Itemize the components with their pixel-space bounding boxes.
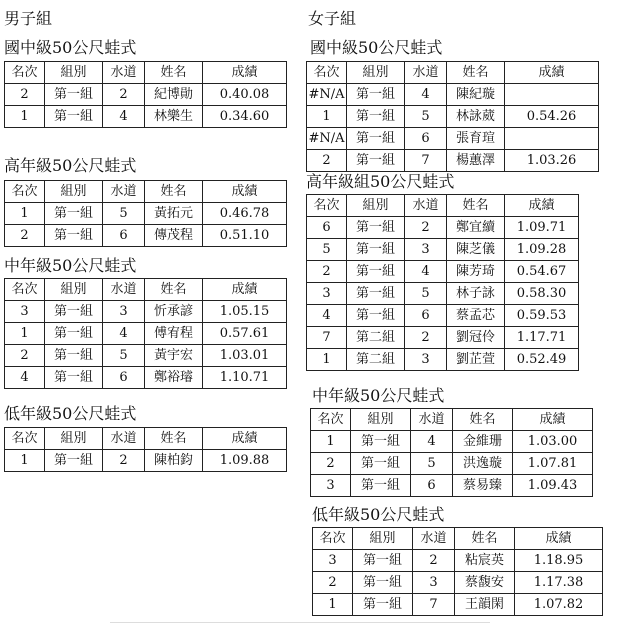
table-row <box>311 475 593 497</box>
cell-time: 0.46.78 <box>203 203 287 225</box>
cell-group: 第一組 <box>353 550 413 572</box>
cell-rank: 2 <box>311 453 351 475</box>
cell-rank: 2 <box>5 84 45 106</box>
header-group: 組別 <box>351 409 411 431</box>
cell-time: 0.54.67 <box>505 261 579 283</box>
table-row <box>313 550 603 572</box>
cell-lane: 6 <box>103 225 145 247</box>
scan-edge-divider <box>110 622 490 634</box>
cell-time: 1.18.95 <box>515 550 603 572</box>
cell-lane: 6 <box>103 367 145 389</box>
cell-time: 1.09.43 <box>513 475 593 497</box>
header-lane: 水道 <box>103 181 145 203</box>
cell-group: 第一組 <box>353 594 413 616</box>
header-time: 成績 <box>203 279 287 301</box>
cell-rank: 2 <box>307 150 347 172</box>
cell-time: 0.57.61 <box>203 323 287 345</box>
header-name: 姓名 <box>447 62 505 84</box>
cell-time: 1.07.82 <box>515 594 603 616</box>
boys-senior-table <box>4 180 287 247</box>
cell-time: 1.03.26 <box>505 150 599 172</box>
header-rank: 名次 <box>311 409 351 431</box>
cell-rank: 7 <box>307 327 347 349</box>
cell-time: 1.17.38 <box>515 572 603 594</box>
header-rank: 名次 <box>307 62 347 84</box>
header-name: 姓名 <box>453 409 513 431</box>
cell-group: 第一組 <box>45 367 103 389</box>
cell-group: 第一組 <box>351 475 411 497</box>
cell-rank: 6 <box>307 217 347 239</box>
table-row <box>307 84 599 106</box>
cell-rank: 1 <box>313 594 353 616</box>
cell-group: 第一組 <box>347 283 405 305</box>
table-header-row <box>307 195 579 217</box>
cell-time: 1.10.71 <box>203 367 287 389</box>
cell-time: 1.09.88 <box>203 450 287 472</box>
cell-rank: 2 <box>307 261 347 283</box>
cell-name: 傳茂程 <box>145 225 203 247</box>
girls-senior-table <box>306 194 579 371</box>
cell-group: 第一組 <box>45 301 103 323</box>
header-rank: 名次 <box>313 528 353 550</box>
cell-lane: 2 <box>405 327 447 349</box>
header-time: 成績 <box>203 181 287 203</box>
cell-group: 第一組 <box>347 239 405 261</box>
cell-name: 鄭裕璿 <box>145 367 203 389</box>
girls-junior-high-table <box>306 61 599 172</box>
cell-rank: 1 <box>311 431 351 453</box>
table-row <box>307 150 599 172</box>
header-time: 成績 <box>513 409 593 431</box>
cell-group: 第一組 <box>353 572 413 594</box>
boys-junior-high-table <box>4 61 287 128</box>
header-lane: 水道 <box>413 528 455 550</box>
cell-group: 第一組 <box>45 84 103 106</box>
cell-name: 黃拓元 <box>145 203 203 225</box>
cell-rank: 1 <box>5 323 45 345</box>
header-group: 組別 <box>45 181 103 203</box>
cell-name: 蔡易臻 <box>453 475 513 497</box>
cell-rank: 3 <box>311 475 351 497</box>
cell-name: 傅宥程 <box>145 323 203 345</box>
header-time: 成績 <box>505 62 599 84</box>
table-row <box>5 450 287 472</box>
cell-name: 陳芳琦 <box>447 261 505 283</box>
table-row <box>307 327 579 349</box>
cell-lane: 3 <box>405 349 447 371</box>
table-row <box>311 431 593 453</box>
cell-name: 劉冠伶 <box>447 327 505 349</box>
header-time: 成績 <box>203 62 287 84</box>
cell-group: 第一組 <box>45 225 103 247</box>
cell-group: 第一組 <box>45 323 103 345</box>
cell-time: 1.09.71 <box>505 217 579 239</box>
header-group: 組別 <box>45 62 103 84</box>
cell-group: 第二組 <box>347 327 405 349</box>
cell-lane: 6 <box>405 128 447 150</box>
cell-group: 第一組 <box>45 450 103 472</box>
cell-time <box>505 84 599 106</box>
cell-time: 0.52.49 <box>505 349 579 371</box>
table-row <box>307 217 579 239</box>
table-row <box>307 283 579 305</box>
boys-middle-table <box>4 278 287 389</box>
header-rank: 名次 <box>5 62 45 84</box>
table-row <box>307 128 599 150</box>
cell-name: 林樂生 <box>145 106 203 128</box>
cell-rank: 3 <box>307 283 347 305</box>
table-row <box>307 261 579 283</box>
cell-name: 楊蕙澤 <box>447 150 505 172</box>
table-header-row <box>311 409 593 431</box>
cell-rank: 1 <box>5 450 45 472</box>
cell-time: 1.07.81 <box>513 453 593 475</box>
cell-group: 第一組 <box>347 84 405 106</box>
cell-name: 鄭宜續 <box>447 217 505 239</box>
girls-middle-title: 中年級50公尺蛙式 <box>312 386 445 405</box>
header-lane: 水道 <box>405 195 447 217</box>
cell-name: 陳柏鈞 <box>145 450 203 472</box>
cell-lane: 4 <box>103 323 145 345</box>
cell-time: 0.58.30 <box>505 283 579 305</box>
cell-lane: 5 <box>103 345 145 367</box>
cell-group: 第一組 <box>347 128 405 150</box>
girls-senior-title: 高年級組50公尺蛙式 <box>306 172 455 191</box>
cell-time: 1.03.00 <box>513 431 593 453</box>
cell-group: 第一組 <box>347 261 405 283</box>
cell-name: 黃宇宏 <box>145 345 203 367</box>
header-time: 成績 <box>203 428 287 450</box>
header-group: 組別 <box>45 428 103 450</box>
cell-group: 第一組 <box>351 431 411 453</box>
header-rank: 名次 <box>307 195 347 217</box>
cell-time: 0.59.53 <box>505 305 579 327</box>
header-name: 姓名 <box>145 181 203 203</box>
boys-senior-title: 高年級50公尺蛙式 <box>4 156 137 175</box>
header-lane: 水道 <box>411 409 453 431</box>
cell-group: 第一組 <box>45 345 103 367</box>
cell-group: 第一組 <box>45 106 103 128</box>
table-header-row <box>307 62 599 84</box>
table-row <box>313 572 603 594</box>
header-rank: 名次 <box>5 279 45 301</box>
table-header-row <box>313 528 603 550</box>
table-row <box>313 594 603 616</box>
cell-lane: 5 <box>405 283 447 305</box>
cell-name: 蔡孟芯 <box>447 305 505 327</box>
header-rank: 名次 <box>5 428 45 450</box>
cell-lane: 7 <box>413 594 455 616</box>
girls-junior-title: 低年級50公尺蛙式 <box>312 505 445 524</box>
girls-junior-table <box>312 527 603 616</box>
cell-lane: 5 <box>405 106 447 128</box>
cell-name: 忻承諺 <box>145 301 203 323</box>
header-name: 姓名 <box>455 528 515 550</box>
cell-rank: 1 <box>307 349 347 371</box>
table-header-row <box>5 279 287 301</box>
boys-junior-title: 低年級50公尺蛙式 <box>4 404 137 423</box>
cell-group: 第二組 <box>347 349 405 371</box>
cell-name: 陳紀璇 <box>447 84 505 106</box>
header-group: 組別 <box>45 279 103 301</box>
cell-lane: 5 <box>103 203 145 225</box>
table-row <box>5 323 287 345</box>
cell-lane: 6 <box>411 475 453 497</box>
cell-group: 第一組 <box>45 203 103 225</box>
header-lane: 水道 <box>103 279 145 301</box>
cell-lane: 4 <box>405 84 447 106</box>
cell-rank: 2 <box>313 572 353 594</box>
header-lane: 水道 <box>405 62 447 84</box>
boys-junior-high-title: 國中級50公尺蛙式 <box>4 38 137 57</box>
cell-name: 粘宸英 <box>455 550 515 572</box>
table-row <box>307 106 599 128</box>
cell-group: 第一組 <box>347 150 405 172</box>
table-row <box>311 453 593 475</box>
cell-lane: 3 <box>103 301 145 323</box>
cell-time: 1.05.15 <box>203 301 287 323</box>
table-row <box>5 84 287 106</box>
cell-rank: 2 <box>5 345 45 367</box>
cell-rank: 1 <box>5 203 45 225</box>
cell-rank: 3 <box>5 301 45 323</box>
boys-junior-table <box>4 427 287 472</box>
cell-time: 0.54.26 <box>505 106 599 128</box>
cell-name: 林子詠 <box>447 283 505 305</box>
cell-rank: 1 <box>307 106 347 128</box>
header-group: 組別 <box>353 528 413 550</box>
header-name: 姓名 <box>145 428 203 450</box>
header-name: 姓名 <box>145 279 203 301</box>
table-row <box>5 301 287 323</box>
cell-group: 第一組 <box>347 106 405 128</box>
cell-rank: 4 <box>5 367 45 389</box>
cell-name: 王韻閑 <box>455 594 515 616</box>
header-lane: 水道 <box>103 62 145 84</box>
cell-name: 紀博勛 <box>145 84 203 106</box>
table-row <box>5 345 287 367</box>
cell-time: 1.09.28 <box>505 239 579 261</box>
table-row <box>5 106 287 128</box>
cell-name: 洪逸璇 <box>453 453 513 475</box>
cell-group: 第一組 <box>347 305 405 327</box>
header-group: 組別 <box>347 62 405 84</box>
cell-lane: 2 <box>103 84 145 106</box>
header-group: 組別 <box>347 195 405 217</box>
cell-name: 劉芷萱 <box>447 349 505 371</box>
cell-time: 1.17.71 <box>505 327 579 349</box>
table-header-row <box>5 62 287 84</box>
cell-rank: 4 <box>307 305 347 327</box>
table-row <box>5 367 287 389</box>
table-row <box>307 305 579 327</box>
table-row <box>5 203 287 225</box>
table-header-row <box>5 428 287 450</box>
cell-lane: 4 <box>103 106 145 128</box>
header-time: 成績 <box>505 195 579 217</box>
cell-name: 陳芝儀 <box>447 239 505 261</box>
girls-junior-high-title: 國中級50公尺蛙式 <box>310 38 443 57</box>
cell-group: 第一組 <box>347 217 405 239</box>
table-row <box>5 225 287 247</box>
cell-time: 1.03.01 <box>203 345 287 367</box>
cell-lane: 7 <box>405 150 447 172</box>
cell-lane: 2 <box>103 450 145 472</box>
cell-lane: 2 <box>405 217 447 239</box>
girls-group-title: 女子組 <box>308 9 357 28</box>
cell-time: 0.51.10 <box>203 225 287 247</box>
header-rank: 名次 <box>5 181 45 203</box>
header-lane: 水道 <box>103 428 145 450</box>
cell-rank: 2 <box>5 225 45 247</box>
cell-name: 蔡馥安 <box>455 572 515 594</box>
cell-lane: 3 <box>413 572 455 594</box>
cell-time: 0.40.08 <box>203 84 287 106</box>
header-name: 姓名 <box>447 195 505 217</box>
cell-lane: 3 <box>405 239 447 261</box>
cell-name: 金維珊 <box>453 431 513 453</box>
cell-time <box>505 128 599 150</box>
cell-lane: 4 <box>411 431 453 453</box>
table-row <box>307 349 579 371</box>
table-row <box>307 239 579 261</box>
girls-middle-table <box>310 408 593 497</box>
cell-lane: 6 <box>405 305 447 327</box>
cell-rank: #N/A <box>307 128 347 150</box>
header-name: 姓名 <box>145 62 203 84</box>
header-time: 成績 <box>515 528 603 550</box>
cell-rank: 5 <box>307 239 347 261</box>
cell-rank: 1 <box>5 106 45 128</box>
cell-group: 第一組 <box>351 453 411 475</box>
cell-name: 林詠葳 <box>447 106 505 128</box>
cell-rank: 3 <box>313 550 353 572</box>
cell-lane: 4 <box>405 261 447 283</box>
cell-time: 0.34.60 <box>203 106 287 128</box>
cell-lane: 2 <box>413 550 455 572</box>
boys-group-title: 男子組 <box>4 9 53 28</box>
cell-rank: #N/A <box>307 84 347 106</box>
table-header-row <box>5 181 287 203</box>
cell-name: 張育瑄 <box>447 128 505 150</box>
cell-lane: 5 <box>411 453 453 475</box>
boys-middle-title: 中年級50公尺蛙式 <box>4 256 137 275</box>
